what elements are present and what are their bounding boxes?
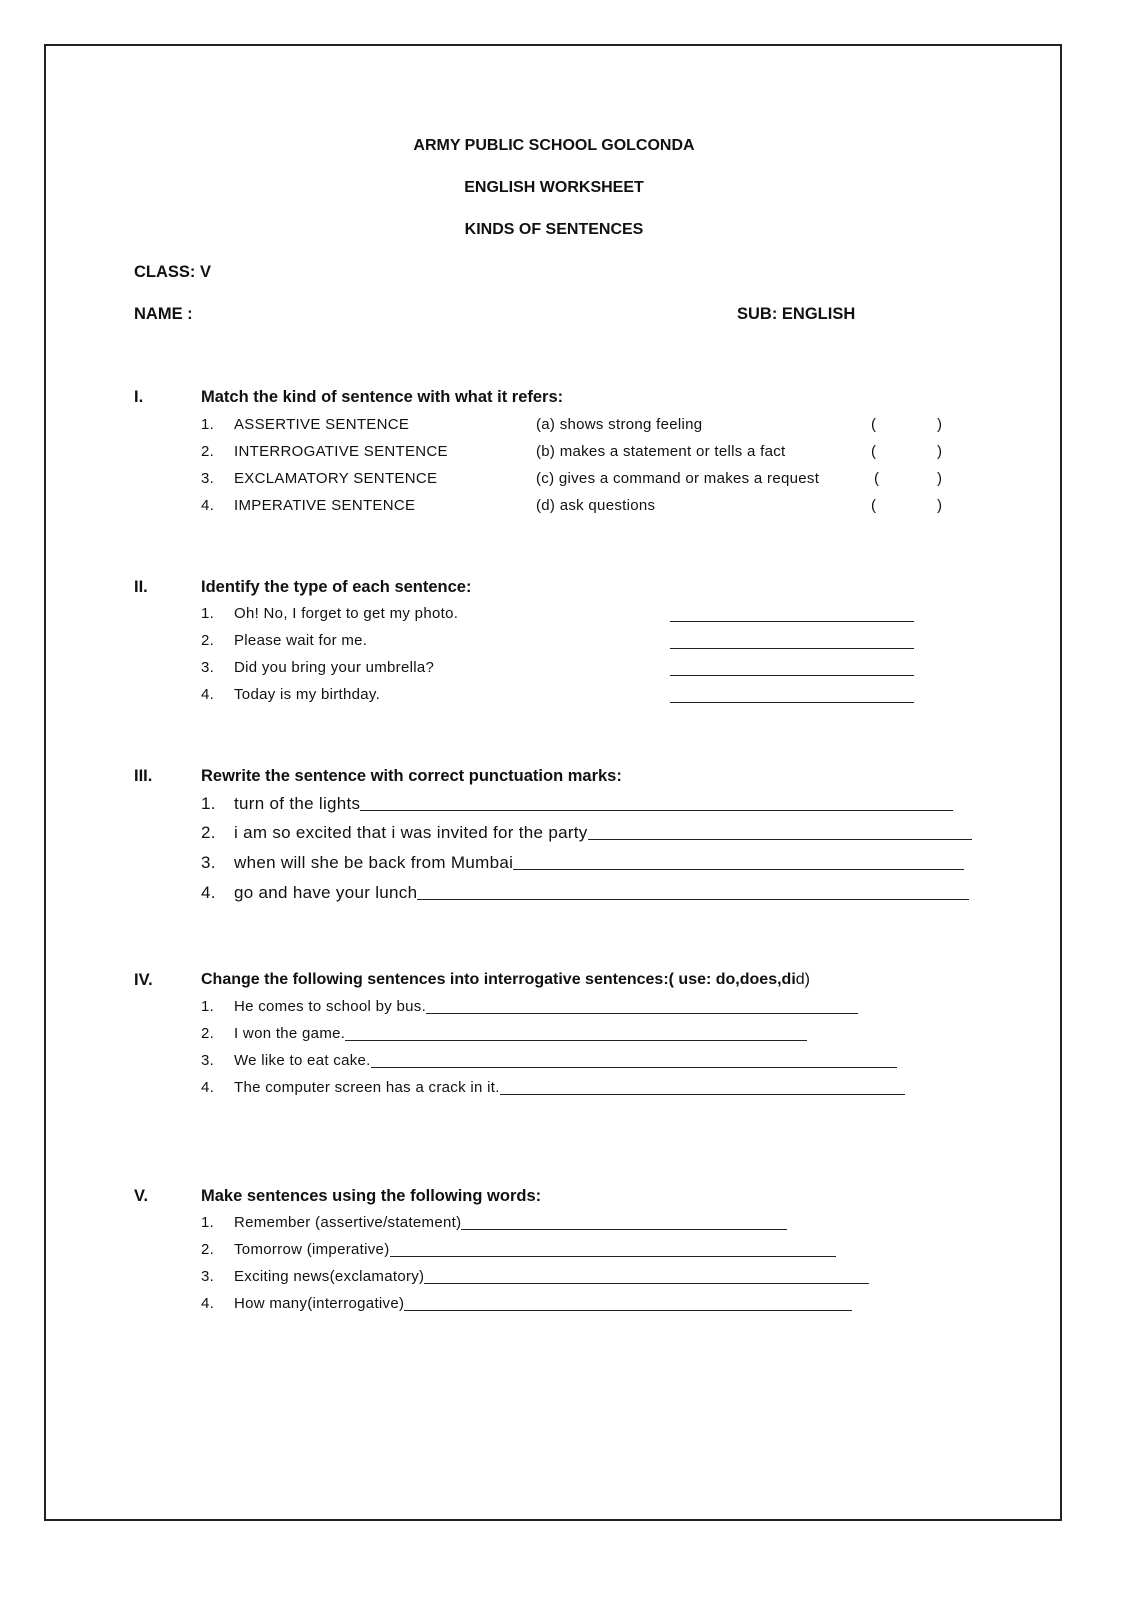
item-number: 1. [201, 1214, 215, 1231]
answer-open: ( [871, 443, 877, 460]
item-number: 3. [201, 659, 215, 676]
section-numeral: IV. [134, 971, 153, 989]
answer-open: ( [871, 497, 877, 514]
topic-title: KINDS OF SENTENCES [464, 221, 644, 238]
item-number: 3. [201, 1268, 215, 1285]
section-numeral: II. [134, 578, 148, 596]
subject-label: SUB: ENGLISH [737, 305, 856, 323]
sentence-text: He comes to school by bus. [234, 998, 427, 1015]
item-number: 1. [201, 998, 215, 1015]
sentence-text: I won the game. [234, 1025, 346, 1042]
item-number: 2. [201, 1025, 215, 1042]
match-right: (d) ask questions [536, 497, 656, 514]
answer-blank[interactable] [426, 1012, 858, 1014]
match-left: EXCLAMATORY SENTENCE [234, 470, 438, 487]
answer-open: ( [871, 416, 877, 433]
sentence-text: The computer screen has a crack in it. [234, 1079, 500, 1096]
answer-blank[interactable] [371, 1066, 897, 1068]
item-number: 4. [201, 1295, 215, 1312]
sentence-text: turn of the lights [234, 794, 361, 813]
answer-blank[interactable] [461, 1228, 787, 1230]
answer-open: ( [874, 470, 880, 487]
answer-blank[interactable] [670, 701, 914, 703]
item-number: 2. [201, 1241, 215, 1258]
answer-blank[interactable] [424, 1282, 869, 1284]
answer-blank[interactable] [500, 1093, 905, 1095]
sentence-text: Oh! No, I forget to get my photo. [234, 605, 459, 622]
school-name: ARMY PUBLIC SCHOOL GOLCONDA [413, 137, 695, 154]
section-title [201, 969, 810, 991]
sentence-text: Remember (assertive/statement) [234, 1214, 462, 1231]
sentence-text: Please wait for me. [234, 632, 368, 649]
sentence-text: go and have your lunch [234, 883, 418, 902]
answer-blank[interactable] [588, 838, 972, 840]
answer-close: ) [937, 416, 943, 433]
item-number: 3. [201, 853, 216, 872]
answer-blank[interactable] [390, 1255, 837, 1257]
item-number: 3. [201, 470, 215, 487]
item-number: 1. [201, 605, 215, 622]
section-title: Rewrite the sentence with correct punctuation marks: [201, 767, 622, 785]
answer-blank[interactable] [670, 674, 914, 676]
sentence-text: Tomorrow (imperative) [234, 1241, 390, 1258]
answer-close: ) [937, 497, 943, 514]
answer-close: ) [937, 470, 943, 487]
match-left: ASSERTIVE SENTENCE [234, 416, 410, 433]
match-right: (b) makes a statement or tells a fact [536, 443, 786, 460]
item-number: 2. [201, 632, 215, 649]
section-numeral: V. [134, 1187, 149, 1205]
item-number: 4. [201, 1079, 215, 1096]
answer-close: ) [937, 443, 943, 460]
item-number: 2. [201, 443, 215, 460]
item-number: 2. [201, 823, 216, 842]
item-number: 4. [201, 883, 216, 902]
name-label: NAME : [134, 305, 193, 323]
match-right: (c) gives a command or makes a request [536, 470, 820, 487]
sentence-text: Exciting news(exclamatory) [234, 1268, 425, 1285]
section-title-tail: d) [795, 971, 810, 988]
item-number: 3. [201, 1052, 215, 1069]
section-title: Match the kind of sentence with what it refers: [201, 388, 564, 406]
sentence-text: We like to eat cake. [234, 1052, 371, 1069]
section-title: Identify the type of each sentence: [201, 578, 472, 596]
sentence-text: i am so excited that i was invited for the party [234, 823, 588, 842]
class-label: CLASS: V [134, 263, 212, 281]
section-numeral: I. [134, 388, 144, 406]
sentence-text: when will she be back from Mumbai [234, 853, 514, 872]
item-number: 1. [201, 794, 216, 813]
match-left: INTERROGATIVE SENTENCE [234, 443, 448, 460]
item-number: 4. [201, 497, 215, 514]
answer-blank[interactable] [670, 647, 914, 649]
answer-blank[interactable] [513, 868, 964, 870]
answer-blank[interactable] [345, 1039, 807, 1041]
answer-blank[interactable] [360, 809, 953, 811]
item-number: 4. [201, 686, 215, 703]
match-right: (a) shows strong feeling [536, 416, 703, 433]
item-number: 1. [201, 416, 215, 433]
section-numeral: III. [134, 767, 153, 785]
answer-blank[interactable] [404, 1309, 852, 1311]
sentence-text: Did you bring your umbrella? [234, 659, 435, 676]
match-left: IMPERATIVE SENTENCE [234, 497, 416, 514]
sentence-text: How many(interrogative) [234, 1295, 405, 1312]
worksheet-title: ENGLISH WORKSHEET [464, 179, 644, 196]
section-title: Make sentences using the following words: [201, 1187, 542, 1205]
sentence-text: Today is my birthday. [234, 686, 381, 703]
answer-blank[interactable] [417, 898, 969, 900]
section-title-main: Change the following sentences into interrogative sentences:( use: do,does,di [201, 971, 796, 988]
answer-blank[interactable] [670, 620, 914, 622]
